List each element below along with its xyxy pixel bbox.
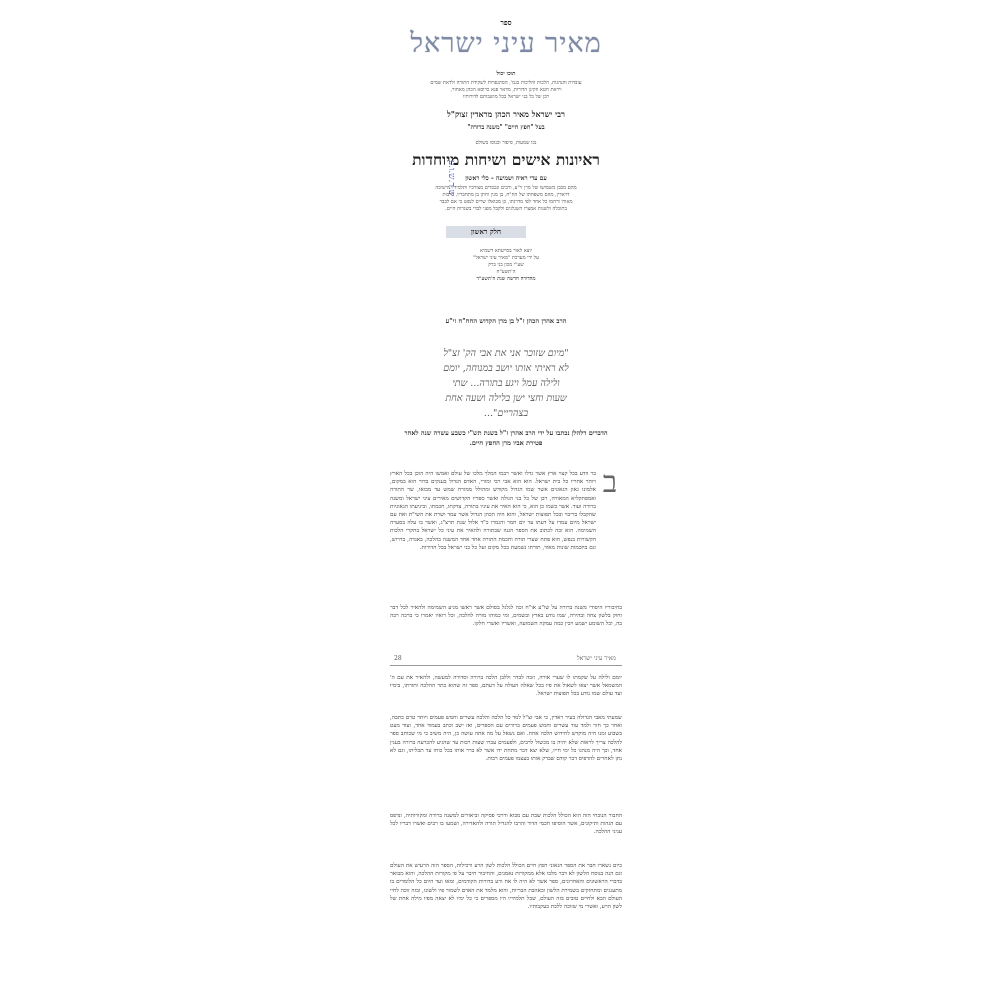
- intro-line: דראדין, מהם משפחתו של הח"ח, בן מנין וחתן בן מתחבריו, לרבות: [442, 192, 570, 198]
- description-line: ויראת חטא וזקינן הדורות, מדאר פנא כרוסא הכהן מאחור,: [450, 87, 562, 93]
- page-number: 28: [394, 655, 402, 662]
- contents-label: תוכו יכול: [496, 71, 516, 77]
- publisher-line: ה'תשע"ח: [496, 269, 516, 275]
- edition-line: מהדורה חדשה שנת ה'תשע"ד: [476, 276, 536, 282]
- description-line: עובדות והנהגות, הלכות והליכות בגמ', הסתגפויות לשקידת התורה ולדאת שמים: [430, 80, 582, 86]
- quote-line: "מיום שזוכר אני את אבי הק' זצ"ל: [443, 348, 569, 359]
- dedication-name: הרב אהרן הכהן ז"ל בן מרן הקדוש החח"ח זי"ע: [445, 317, 567, 325]
- quote-line: בצהריים"...: [483, 408, 529, 419]
- page2-paragraph: החבור הנוכחי הזה הוא הכולל הלכות שבת עם מבוא ודרכי פסיקה וביאורים למשנה ברורה ומקורותיה, ונדפס עם הגהות ותיקונים, אשר הוסיפו חכמי הדור והרבו להגדיל תורה ולהאדירה, ושמעו בו רבים ואשרו דבריו לכל עניני ההלכה.: [390, 813, 622, 836]
- quote-line: ולילה עמל ויגע בתורה... שתי: [452, 378, 560, 389]
- rabbi-name: רבי ישראל מאיר הכהן מראדין זצוק"ל: [447, 109, 565, 119]
- quote-block: [420, 346, 592, 421]
- page2-paragraph: יומם ולילה על שקמתו לו שערי אורה, וזכה לבדר וללבן הלכה ברורה וסדורה למעשה, ולהאיר את עם ה' המשמאל אשר יצאו לשאול את פיו בכל שאלה העולה על דעתם, ספר זה שהוא כתר ההלכה ותורתו, בימיו ועד עולם שמו נודע בכל תפוצות ישראל.: [390, 675, 622, 698]
- quote-line: שעות וחצי ישן בלילה ושעה אחת: [445, 393, 567, 404]
- body-paragraph-2: בחיבוריו היסודי משנה ברורה על שו"ע או"ח זכה לגלגל בסולם אשר ראשו מגיע השמימה ולהאיר לכל דבר וחוק בלשון צחה ובהירה, שמו נודע בארץ ובשמים, ומי כמוהו מורה להלכה, וכל רואיו יאמרו כי ברכה רבה בה, וכל השומע ישמע ויבין כמה עמקה השמועה, ואשריו ואשרי חלקו.: [390, 605, 622, 628]
- running-header: [390, 655, 622, 666]
- rabbi-books: בעל "חפץ חיים" "משנה ברורה": [467, 124, 545, 131]
- written-note: הדברים דלהלן נכתבו על ידי הרב אהרן ז"ל בשנת תש"י כשבע עשרה שנה לאחר פטירת אביו מרן החפץ חיים.: [404, 429, 608, 447]
- publisher-block: [400, 248, 612, 283]
- subtitle: ראיונות אישים ושיחות מיוחדות: [412, 150, 600, 169]
- body-paragraph-1: בר וודע בכל קצוי ארץ אשר גדלו ואשר רבמו המלך מלכו של עולם ואמשו היה הוכן בכל הארץ ויוהר אחריו כל בית ישראל. הוא הוא אבי רבי ומורי, האדם הגדול בענקים בדור הוא במקום, אלמונו גאון הגאונים אשר שמו הגדול מקודש ומהולל ממזרח שמש עד מבואו, שר התורה ואמפתקליא המאורה, רבן של כל בני הגולה ואשר ספריו הקדושים מאירים עיני ישראל ומשנה ברורה ועוד. אשר כשמו כן הוא, כי הוא האיר את עיניו בתורה, צדקתו, חכמתו, וביגיעתו הגאוניות שהקבלו בריבוי ובכל תפוצות ישראל, והוא היה הכהן הגדול אשר עמד ושרת את השי"ת ואת עם ישראל מיום עמדו על דעתו עד יום חמר והגמרו כ"ד אלול שנת תרצ"ג, ואשר בו עלה בסערה השמימה. הוא זכה לכתוב את הספר הגנוז שבתורה ולהאיר את עיני כל ישראל בחקרי הלכות הקשורות בנפש, הוא פתח שערי תורה וחכמת התורה אחד אחד המשנה בהלכה, באגדה, בדרוש, וגם בחכמות שונות מאוד, תורתו נשמעת בכל מקום ועל כל בני ישראל בכל הדורות.: [390, 471, 596, 551]
- page2-paragraph: שמעתי מאבי הגדולה בעיר ראדין, כי אבי זצ"ל למד כל הלכה והלכה עשרים וחמש פעמים ויותר טרם כתבה, ואחר כך חזר ולמד עוד עשרים וחמש פעמים ברורים עם הספרים, ואז ישב וכתב בעמוד אחד, ועוד מעט בשבוע זמנו היה מוקדש לחידוש הלכה אחת. ואם נשאל על מה אתה עושה כן, היה משיב כי מי שכותב ספר להלכה צריך לראות שלא יהיה בו מכשול לרבים, ולפעמים עברו שעות רבות עד שהגיע להכרעה ברורה בענין אחד, וכך היה מנהגו כל ימי חייו, שלא יצא דבר מתחת ידו אשר לא ברר אותו בכל כוחו עד תכליתו, וגם לא נתן לאחרים להדפיס דבר קודם שבדק אותו בעצמו פעמים רבות.: [390, 715, 622, 763]
- publisher-line: על ידי מערכת "מאיר עיני ישראל": [473, 255, 539, 261]
- quote-line: לא ראיתי אותו יושב במנוחה, יומם: [443, 363, 569, 374]
- intro-line: מהם מכבן משמושו של מרן זי"ע, ורבים ונכבדים מצורביו ותלמידיו הישיבה: [435, 185, 577, 191]
- page2-paragraph: כיום נשארו חבר את הספר הגאוני חפץ חיים הכולל הלכות לשון הרע ורכילות, הספר הזה הרעיש את העולם וגם הנה בנוסח הלשון לא דבר מלבו אלא ממקורות נאמנים, והחיבור חיבר על פי מקורות ההלכה, והוא מבואר בדברי הראשונים והאחרונים, ספר אשר לא היה לו אח ורע בדורות הקודמים, ומאז ועד היום כל הלומדים בו מתענגים ומתחזקים בשמירת הלשון ובאהבת הבריות, והוא מלמד את האדם לשמור פיו ולשונו, ובזה זוכה לחיי העולם הבא ולחיים טובים בזה העולם, שכל תלמידיו היו מספרים כי כל ימיו לא יצאה מפיו מילה אחת של לשון הרע, ואשרי מי שזוכה ללכת בעקבותיו.: [390, 863, 622, 911]
- publisher-line: שע"י מכון בני ברק: [488, 262, 524, 268]
- collected-line: נכו שמעות, סיפור וכנוסו בשולם: [475, 140, 537, 146]
- intro-line: מאורו ורחמו כל אחד לפי מדרגתו, כן מבואלו שרים לנפש כי אם לבבר: [439, 199, 573, 205]
- header-title: מאיר עיני ישראל: [576, 655, 616, 662]
- description-block: [400, 80, 612, 101]
- document-page-2: [390, 650, 622, 995]
- intro-line: בתוכלה ולשנות אמצרו השגלגים ולקבל מפני לבדי בשגרות חיים.: [445, 206, 567, 212]
- book-title: מאיר עיני ישראל: [410, 28, 602, 59]
- witness-line: עם עדי ראיה ושמיעה – כלי ראשון: [465, 175, 547, 182]
- intro-block: [404, 185, 608, 213]
- description-line: רבן של כל בני ישראל בכל מושבותם לדורותיו: [462, 94, 550, 100]
- book-label: ספר: [500, 18, 512, 27]
- drop-cap: ב: [602, 465, 618, 500]
- document-page-1: [390, 8, 622, 640]
- publisher-line: יוצא לאור בסייעתא דשמיא: [479, 248, 533, 254]
- part-label: חלק ראשון: [446, 226, 526, 238]
- library-stamp: ש.ר.ש.ו.ע: [446, 159, 456, 196]
